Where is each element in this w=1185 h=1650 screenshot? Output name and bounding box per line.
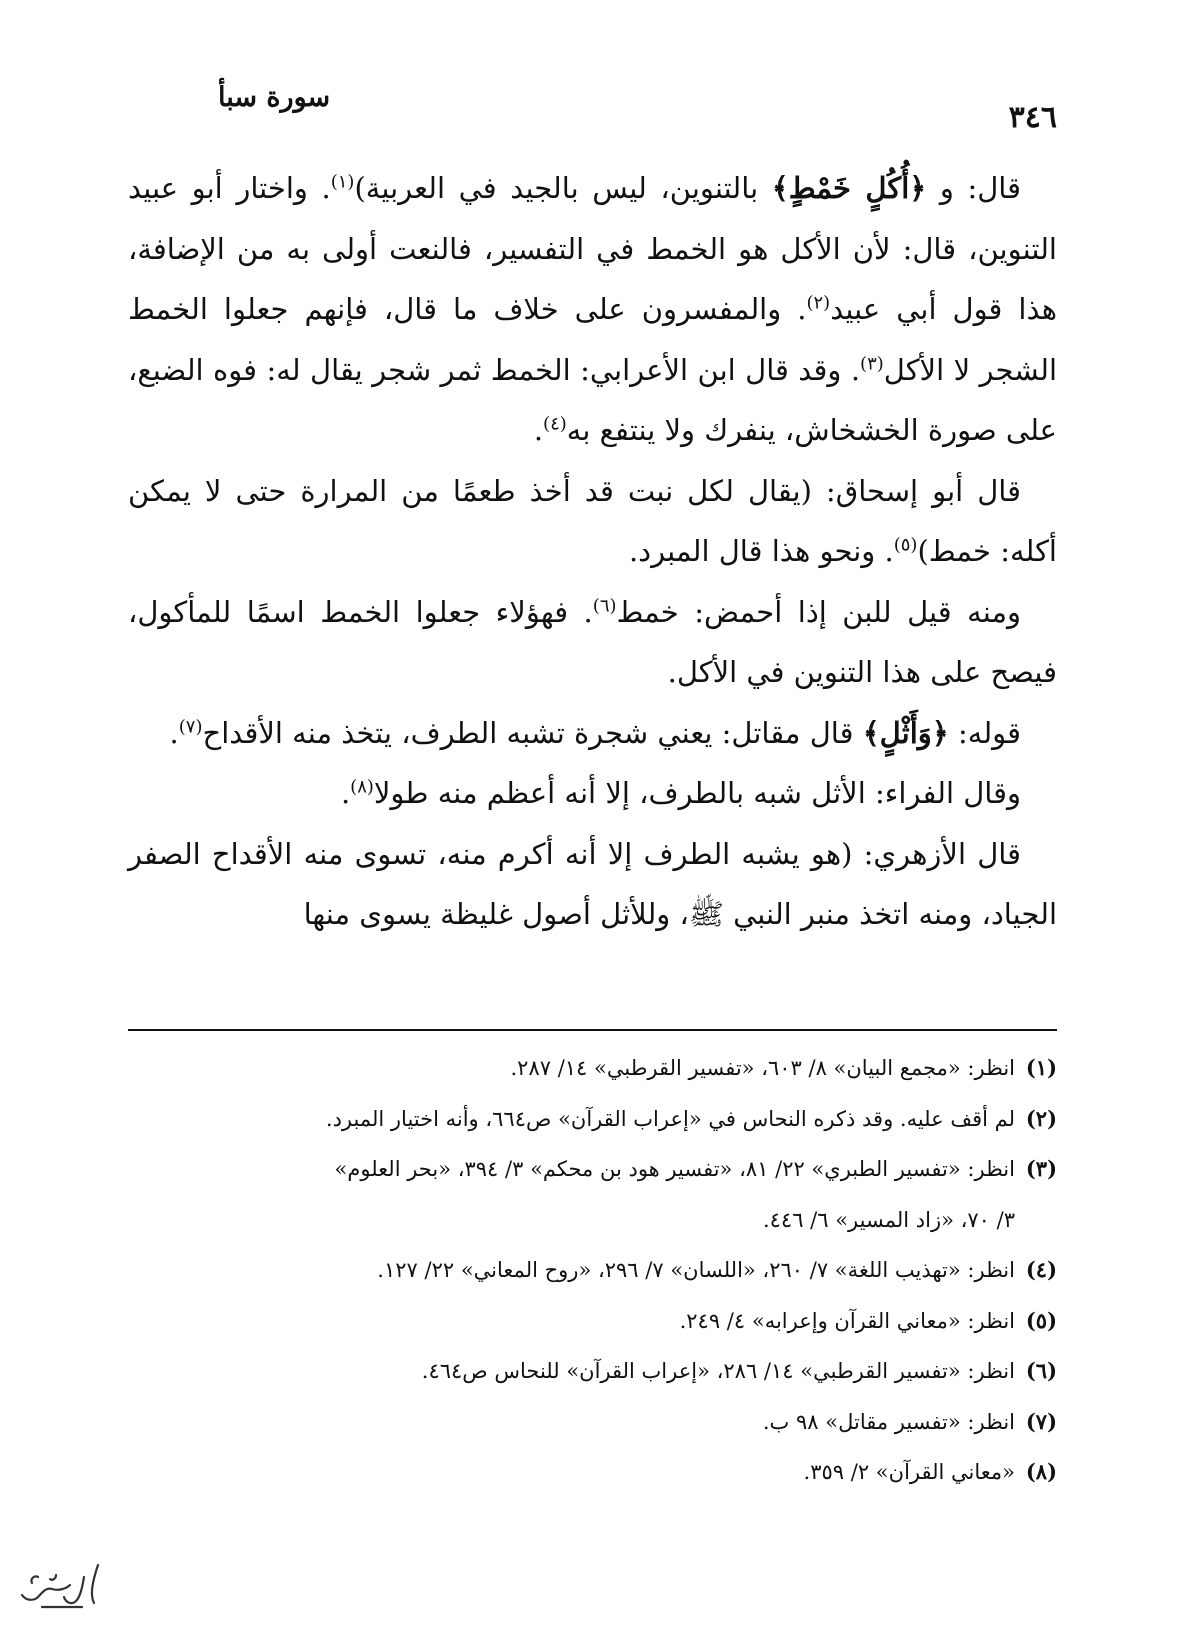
footnote xyxy=(128,1397,1057,1448)
text-segment: ومنه قيل للبن إذا أحمض: خمط xyxy=(616,594,1021,629)
footnote-text: انظر: «مجمع البيان» ٨/ ٦٠٣، «تفسير القرطبي» ١٤/ ٢٨٧. xyxy=(510,1056,1015,1080)
footnote-number: (٢) xyxy=(1025,1105,1057,1131)
footnote-ref: (٦) xyxy=(592,594,617,616)
footnote-number: (١) xyxy=(1025,1055,1057,1080)
footnote-ref: (٤) xyxy=(543,413,567,435)
footnote-continuation: ٣/ ٧٠، «زاد المسير» ٦/ ٤٤٦. xyxy=(762,1207,1015,1232)
text-segment: قال: و xyxy=(926,171,1021,205)
text-segment: قال أبو إسحاق: (يقال لكل نبت قد أخذ طعمًا من المرارة حتى لا يمكن أكله: خمط) xyxy=(128,473,1057,568)
footnote xyxy=(128,1144,1057,1195)
footnote-text: «معاني القرآن» ٢/ ٣٥٩. xyxy=(803,1460,1015,1484)
text-segment: قال الأزهري: (هو يشبه الطرف إلا أنه أكرم منه، تسوى منه الأقداح الصفر الجياد، ومنه اتخذ منبر النبي ﷺ، وللأثل أصول غليظة يسوى منها xyxy=(128,836,1057,931)
text-segment: . واختار أبو عبيد التنوين، قال: لأن الأكل هو الخمط في التفسير، فالنعت أولى به من الإضافة، هذا قول أبي عبيد xyxy=(128,171,1057,326)
footnote-text: انظر: «تفسير الطبري» ٢٢/ ٨١، «تفسير هود بن محكم» ٣/ ٣٩٤، «بحر العلوم» xyxy=(334,1157,1015,1181)
text-segment: . فهؤلاء جعلوا الخمط اسمًا للمأكول، فيصح على هذا التنوين في الأكل. xyxy=(128,594,1057,689)
text-segment: . والمفسرون على خلاف ما قال، فإنهم جعلوا الخمط الشجر لا الأكل xyxy=(128,292,1058,387)
footnote-number: (٨) xyxy=(1025,1459,1057,1484)
footnote-ref: (٢) xyxy=(806,292,831,314)
surah-title: سورة سبأ xyxy=(218,82,331,113)
footnote-number: (٤) xyxy=(1025,1257,1057,1282)
text-segment: بالتنوين، ليس بالجيد في العربية) xyxy=(354,171,772,205)
publisher-logo xyxy=(12,1555,108,1613)
footnote xyxy=(128,1346,1057,1397)
paragraph-1 xyxy=(128,158,1057,461)
footnote-ref: (٨) xyxy=(350,776,374,798)
footnote-ref: (٧) xyxy=(178,715,203,737)
footnote-number: (٥) xyxy=(1025,1307,1057,1333)
footnote-text: انظر: «تفسير القرطبي» ١٤/ ٢٨٦، «إعراب القرآن» للنحاس ص٤٦٤. xyxy=(421,1359,1015,1383)
footnote xyxy=(128,1094,1057,1145)
text-segment: قال مقاتل: يعني شجرة تشبه الطرف، يتخذ منه الأقداح xyxy=(202,715,863,750)
footnote-number: (٧) xyxy=(1025,1408,1057,1434)
page-header xyxy=(128,78,1057,148)
footnote xyxy=(128,1447,1057,1498)
text-segment: وقال الفراء: الأثل شبه بالطرف، إلا أنه أعظم منه طولا xyxy=(373,776,1021,810)
logo-calligraphy xyxy=(22,1565,98,1607)
footnote-ref: (٥) xyxy=(893,534,918,556)
footnote xyxy=(128,1043,1057,1094)
text-segment: . xyxy=(340,776,351,810)
text-segment: . xyxy=(169,715,179,750)
text-segment: . وقد قال ابن الأعرابي: الخمط ثمر شجر يقال له: فوه الضبع، على صورة الخشخاش، ينفرك ولا ينتفع به xyxy=(128,352,1057,447)
footnote xyxy=(128,1296,1057,1347)
text-segment: . xyxy=(533,413,544,447)
footnote-ref: (٣) xyxy=(860,352,884,374)
footnote-text: انظر: «معاني القرآن وإعرابه» ٤/ ٢٤٩. xyxy=(679,1308,1015,1333)
footnote-ref: (١) xyxy=(330,171,355,193)
footnote-text: انظر: «تفسير مقاتل» ٩٨ ب. xyxy=(762,1409,1015,1434)
footnote-text: انظر: «تهذيب اللغة» ٧/ ٢٦٠، «اللسان» ٧/ ٢٩٦، «روح المعاني» ٢٢/ ١٢٧. xyxy=(377,1258,1015,1282)
main-text xyxy=(128,158,1057,945)
footnote-number: (٣) xyxy=(1025,1156,1057,1181)
page-number: ٣٤٦ xyxy=(1008,100,1057,135)
text-segment: قوله: xyxy=(948,715,1021,750)
quran-verse: ﴿وَأَثْلٍ﴾ xyxy=(862,715,949,750)
footnote-text: لم أقف عليه. وقد ذكره النحاس في «إعراب القرآن» ص٦٦٤، وأنه اختيار المبرد. xyxy=(325,1106,1015,1131)
paragraph-5 xyxy=(128,763,1057,824)
paragraph-4 xyxy=(128,703,1057,764)
footnotes xyxy=(128,1043,1057,1498)
paragraph-3 xyxy=(128,582,1057,703)
footnote-number: (٦) xyxy=(1025,1358,1057,1383)
paragraph-2 xyxy=(128,461,1057,582)
quran-verse: ﴿أُكُلٍ خَمْطٍ﴾ xyxy=(771,171,927,205)
footnote-divider xyxy=(128,1029,1057,1031)
footnote xyxy=(128,1245,1057,1296)
paragraph-6 xyxy=(128,824,1057,945)
text-segment: . ونحو هذا قال المبرد. xyxy=(628,534,894,568)
